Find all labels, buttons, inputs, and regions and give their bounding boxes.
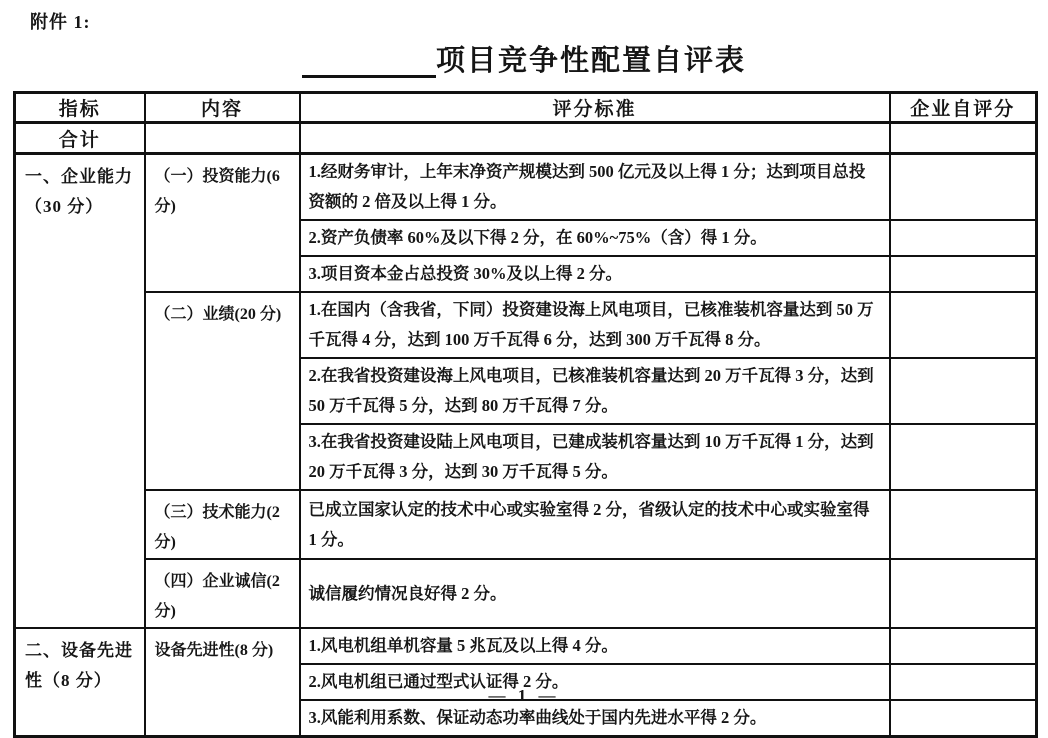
table-row bbox=[15, 490, 1037, 559]
total-row bbox=[15, 123, 1037, 154]
criteria-investment-3: 3.项目资本金占总投资 30%及以上得 2 分。 bbox=[300, 256, 890, 292]
column-header-scoring-criteria: 评分标准 bbox=[300, 93, 890, 123]
criteria-equipment-2: 2.风电机组已通过型式认证得 2 分。 bbox=[300, 664, 890, 700]
table-row bbox=[15, 628, 1037, 664]
attachment-label: 附件 1: bbox=[30, 12, 91, 32]
total-score-cell bbox=[890, 123, 1037, 154]
criteria-equipment-1: 1.风电机组单机容量 5 兆瓦及以上得 4 分。 bbox=[300, 628, 890, 664]
content-equipment-advancement: 设备先进性(8 分) bbox=[145, 628, 300, 737]
self-score-cell bbox=[890, 358, 1037, 424]
self-score-cell bbox=[890, 256, 1037, 292]
self-score-cell bbox=[890, 154, 1037, 221]
content-investment-capability: （一）投资能力(6 分) bbox=[145, 154, 300, 293]
project-name-blank-underline bbox=[302, 44, 436, 78]
criteria-technical-1: 已成立国家认定的技术中心或实验室得 2 分，省级认定的技术中心或实验室得 1 分。 bbox=[300, 490, 890, 559]
criteria-performance-2: 2.在我省投资建设海上风电项目，已核准装机容量达到 20 万千瓦得 3 分，达到 50 万千瓦得 5 分，达到 80 万千瓦得 7 分。 bbox=[300, 358, 890, 424]
column-header-content: 内容 bbox=[145, 93, 300, 123]
total-content-cell bbox=[145, 123, 300, 154]
criteria-performance-3: 3.在我省投资建设陆上风电项目，已建成装机容量达到 10 万千瓦得 1 分，达到 20 万千瓦得 3 分，达到 30 万千瓦得 5 分。 bbox=[300, 424, 890, 490]
table-row bbox=[15, 559, 1037, 628]
criteria-equipment-3: 3.风能利用系数、保证动态功率曲线处于国内先进水平得 2 分。 bbox=[300, 700, 890, 737]
self-score-cell bbox=[890, 559, 1037, 628]
self-score-cell bbox=[890, 490, 1037, 559]
total-criteria-cell bbox=[300, 123, 890, 154]
assessment-table bbox=[13, 91, 1038, 738]
column-header-self-score: 企业自评分 bbox=[890, 93, 1037, 123]
table-row bbox=[15, 292, 1037, 358]
document-title-row bbox=[0, 42, 1048, 80]
criteria-performance-1: 1.在国内（含我省，下同）投资建设海上风电项目，已核准装机容量达到 50 万千瓦得 4 分，达到 100 万千瓦得 6 分，达到 300 万千瓦得 8 分。 bbox=[300, 292, 890, 358]
self-score-cell bbox=[890, 292, 1037, 358]
self-score-cell bbox=[890, 628, 1037, 664]
page-title: 项目竞争性配置自评表 bbox=[435, 45, 746, 77]
self-score-cell bbox=[890, 220, 1037, 256]
indicator-enterprise-capability: 一、企业能力（30 分） bbox=[15, 154, 145, 629]
column-header-indicator: 指标 bbox=[15, 93, 145, 123]
criteria-integrity-1: 诚信履约情况良好得 2 分。 bbox=[300, 559, 890, 628]
criteria-investment-2: 2.资产负债率 60%及以下得 2 分，在 60%~75%（含）得 1 分。 bbox=[300, 220, 890, 256]
content-enterprise-integrity: （四）企业诚信(2 分) bbox=[145, 559, 300, 628]
table-row bbox=[15, 154, 1037, 221]
page-number: — 1 — bbox=[488, 686, 560, 705]
indicator-equipment-advancement: 二、设备先进性（8 分） bbox=[15, 628, 145, 737]
criteria-investment-1: 1.经财务审计，上年末净资产规模达到 500 亿元及以上得 1 分；达到项目总投资额的 2 倍及以上得 1 分。 bbox=[300, 154, 890, 221]
content-performance: （二）业绩(20 分) bbox=[145, 292, 300, 490]
total-label: 合计 bbox=[15, 123, 145, 154]
table-header-row bbox=[15, 93, 1037, 123]
self-score-cell bbox=[890, 424, 1037, 490]
content-technical-capability: （三）技术能力(2 分) bbox=[145, 490, 300, 559]
